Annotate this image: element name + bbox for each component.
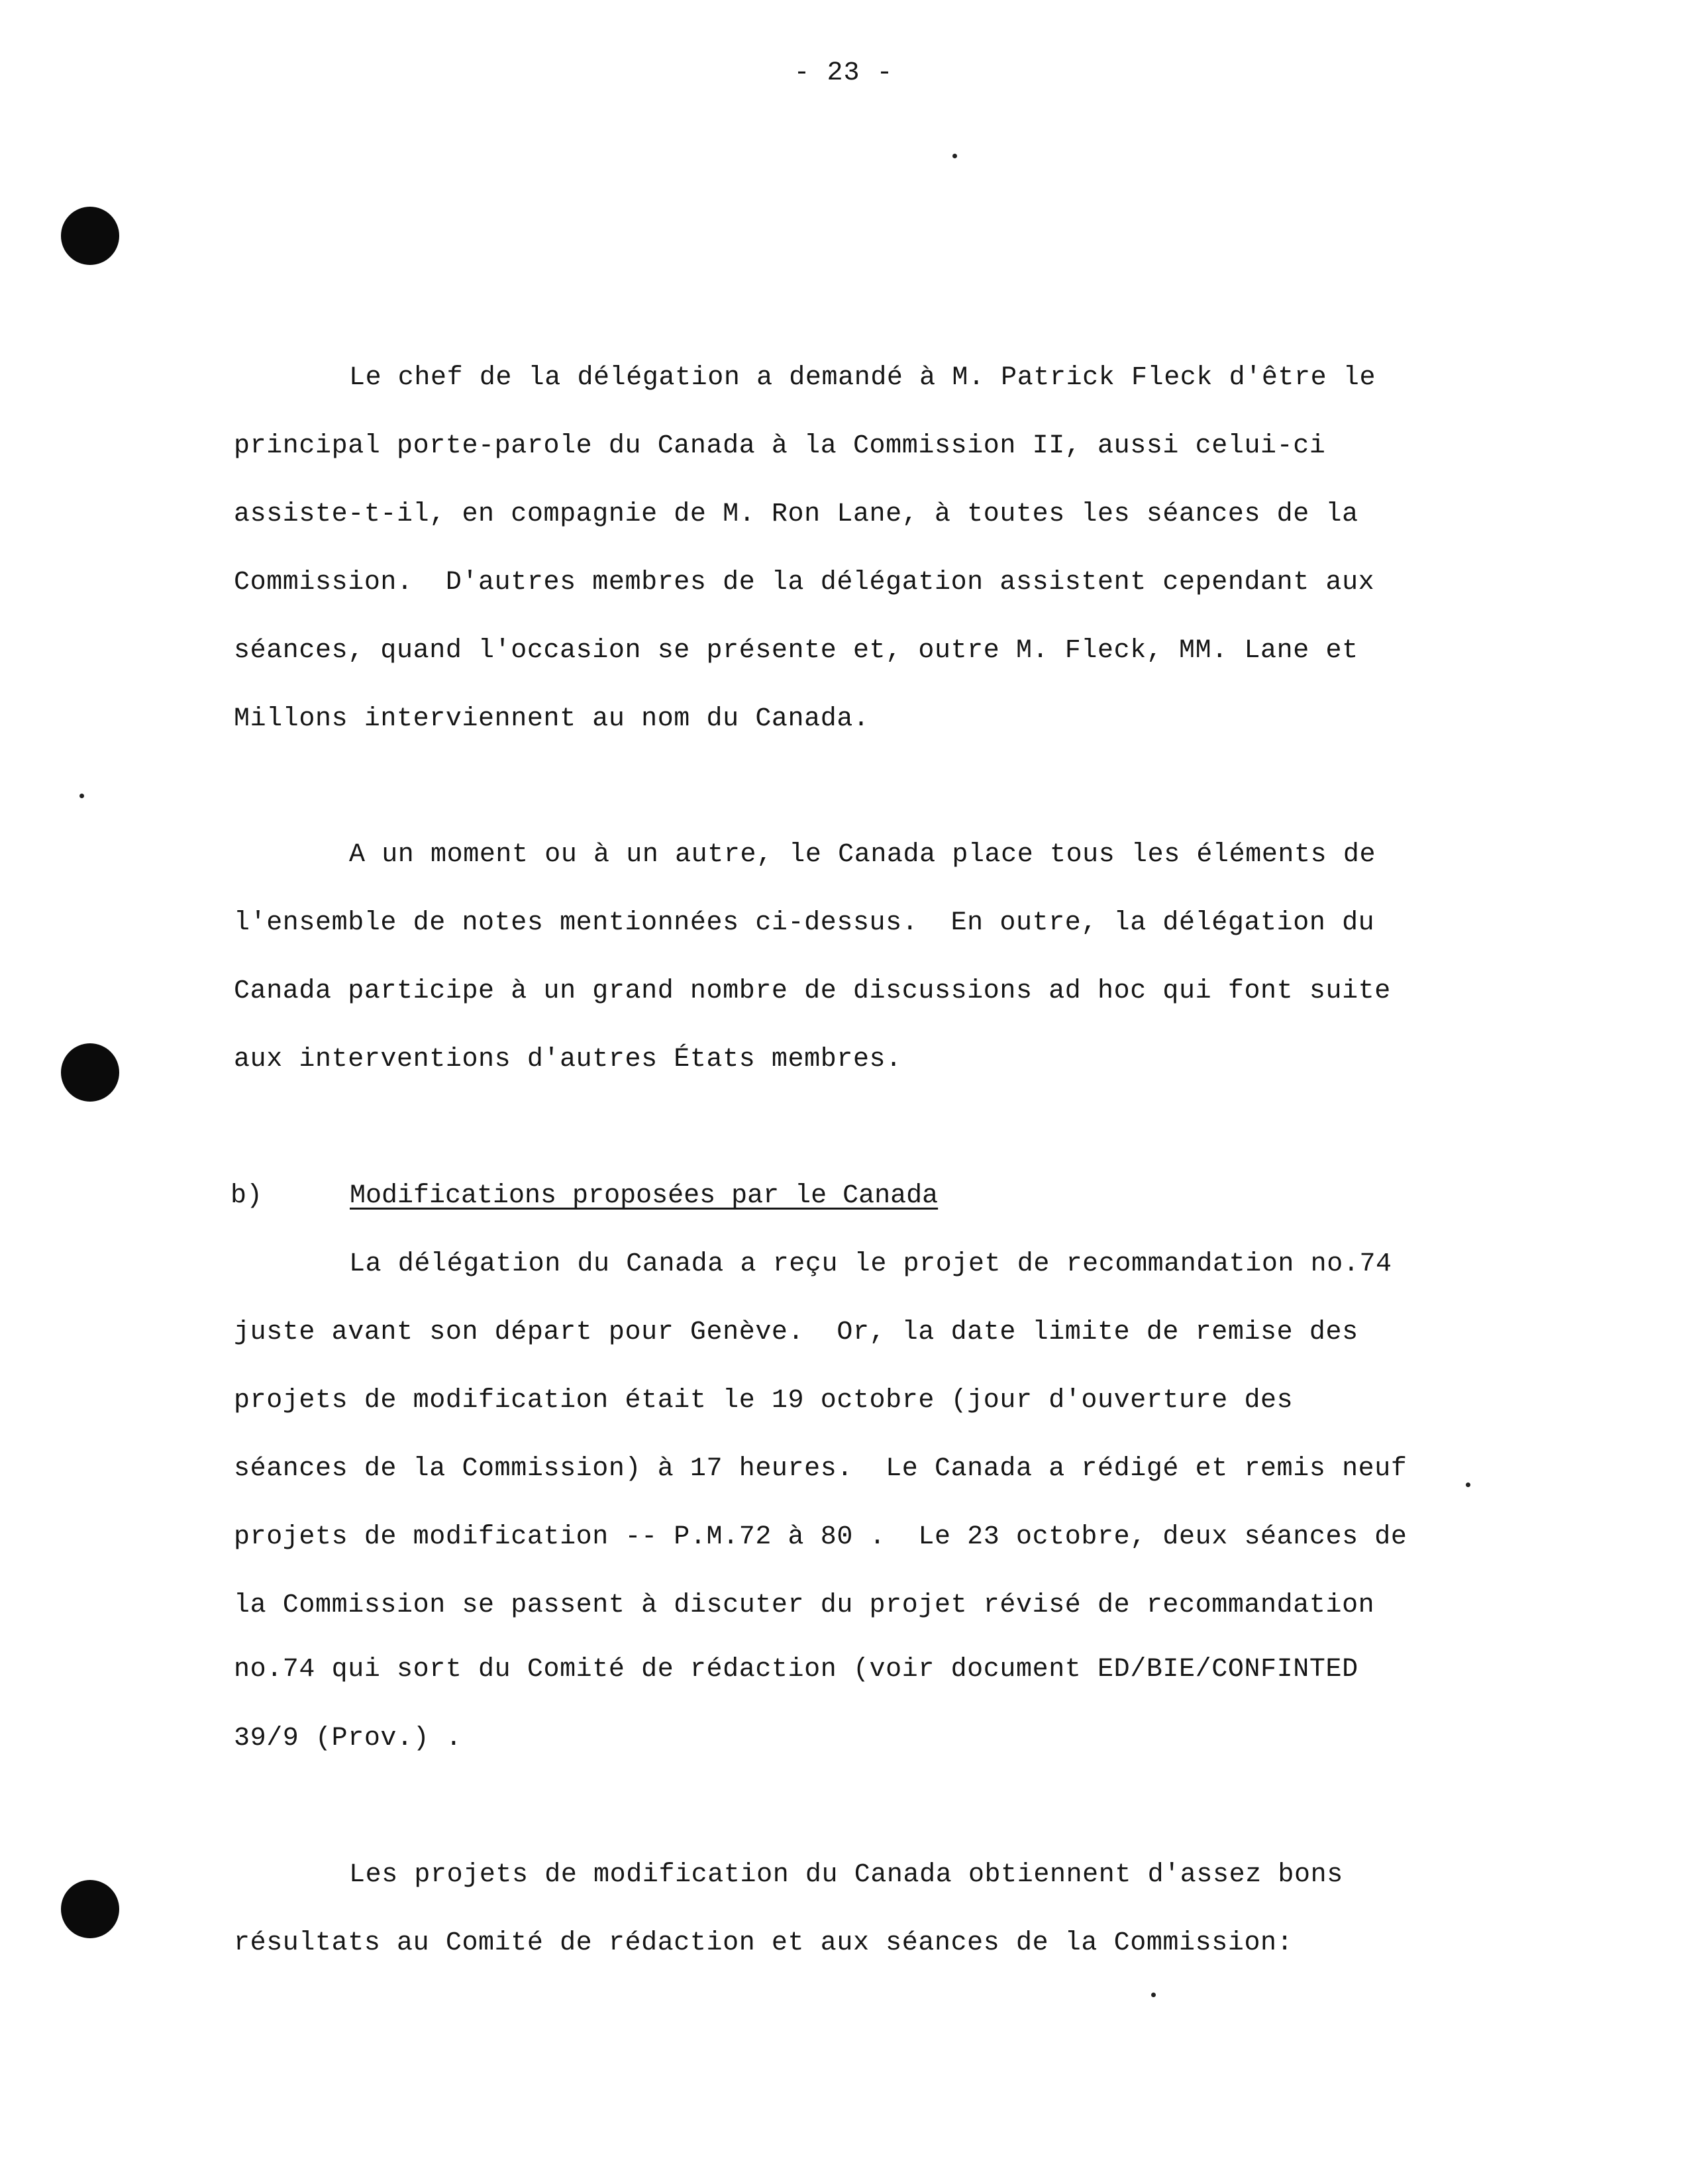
paragraph-3-line: séances de la Commission) à 17 heures. Le Canada a rédigé et remis neuf: [234, 1454, 1407, 1484]
paragraph-3-line: no.74 qui sort du Comité de rédaction (voir document ED/BIE/CONFINTED: [234, 1655, 1358, 1685]
paragraph-3-line: projets de modification -- P.M.72 à 80 . Le 23 octobre, deux séances de: [234, 1522, 1407, 1552]
paragraph-4-line: Les projets de modification du Canada obtiennent d'assez bons: [349, 1860, 1343, 1890]
paragraph-1-line: assiste-t-il, en compagnie de M. Ron Lane, à toutes les séances de la: [234, 499, 1358, 529]
paragraph-3-line: La délégation du Canada a reçu le projet de recommandation no.74: [349, 1249, 1392, 1279]
paragraph-1-line: Le chef de la délégation a demandé à M. Patrick Fleck d'être le: [349, 363, 1376, 393]
paragraph-2-line: l'ensemble de notes mentionnées ci-dessus. En outre, la délégation du: [234, 908, 1375, 938]
binder-hole-top: [61, 207, 119, 265]
binder-hole-bottom: [61, 1880, 119, 1938]
section-marker: b): [230, 1181, 263, 1211]
scan-speck: [79, 794, 84, 798]
paragraph-1-line: principal porte-parole du Canada à la Commission II, aussi celui-ci: [234, 431, 1326, 461]
binder-hole-middle: [61, 1043, 119, 1102]
paragraph-4-line: résultats au Comité de rédaction et aux séances de la Commission:: [234, 1928, 1294, 1958]
page-number: - 23 -: [793, 58, 894, 88]
paragraph-1-line: séances, quand l'occasion se présente et, outre M. Fleck, MM. Lane et: [234, 636, 1358, 666]
scan-speck: [952, 154, 957, 158]
paragraph-3-line: la Commission se passent à discuter du projet révisé de recommandation: [234, 1590, 1375, 1620]
paragraph-2-line: aux interventions d'autres États membres.: [234, 1045, 902, 1074]
scan-speck: [1466, 1482, 1470, 1487]
section-title: Modifications proposées par le Canada: [350, 1181, 939, 1211]
paragraph-2-line: Canada participe à un grand nombre de discussions ad hoc qui font suite: [234, 976, 1391, 1006]
paragraph-3-line: 39/9 (Prov.) .: [234, 1724, 462, 1753]
paragraph-3-line: juste avant son départ pour Genève. Or, la date limite de remise des: [234, 1318, 1358, 1347]
paragraph-1-line: Commission. D'autres membres de la délégation assistent cependant aux: [234, 568, 1375, 598]
scan-speck: [1151, 1993, 1156, 1997]
paragraph-3-line: projets de modification était le 19 octobre (jour d'ouverture des: [234, 1386, 1294, 1416]
paragraph-2-line: A un moment ou à un autre, le Canada place tous les éléments de: [349, 840, 1376, 870]
paragraph-1-line: Millons interviennent au nom du Canada.: [234, 704, 870, 734]
